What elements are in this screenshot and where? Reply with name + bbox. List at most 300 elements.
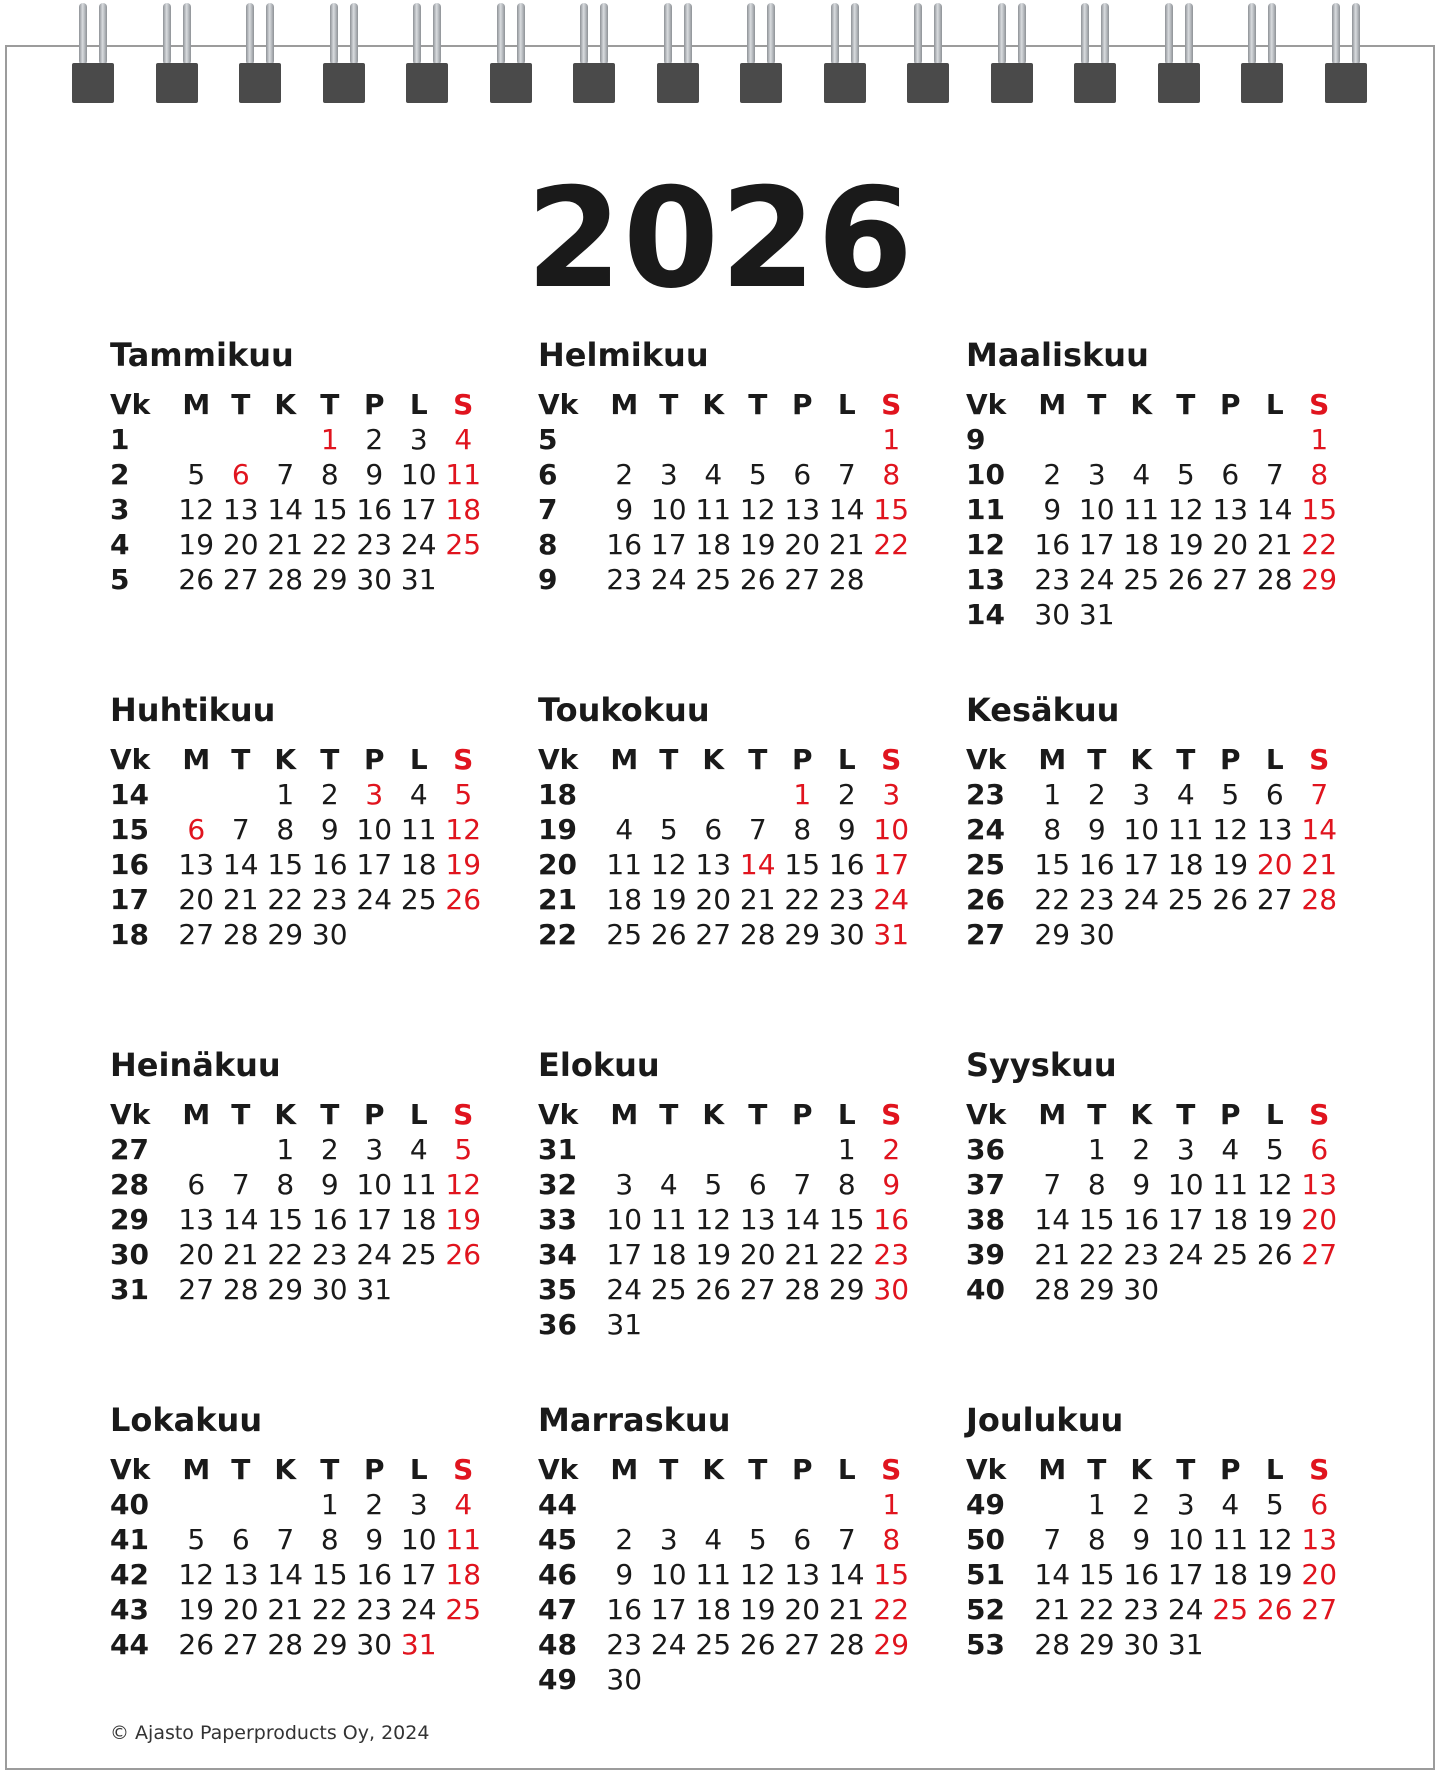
weekday-header: M [610, 743, 639, 776]
day-cell: 25 [400, 883, 437, 916]
empty-day-cell [691, 1307, 736, 1342]
day-cell: 29 [1078, 1628, 1115, 1661]
weekday-header: T [1087, 1098, 1107, 1131]
day-cell: 13 [784, 493, 821, 526]
empty-day-cell [397, 1272, 442, 1307]
binding-ring [156, 3, 198, 103]
empty-day-cell [1208, 422, 1253, 457]
week-number-header: Vk [538, 1453, 579, 1486]
binding-ring [573, 3, 615, 103]
day-cell: 18 [1212, 1558, 1249, 1591]
day-cell: 30 [311, 1273, 348, 1306]
empty-day-cell [1164, 917, 1209, 952]
day-cell: 8 [1087, 1523, 1106, 1556]
weekday-header: K [1130, 388, 1153, 421]
day-cell: 28 [1034, 1628, 1071, 1661]
week-number: 45 [538, 1523, 577, 1556]
day-cell: 14 [267, 493, 304, 526]
weekday-header: L [837, 1453, 856, 1486]
day-cell: 11 [1212, 1523, 1249, 1556]
week-number: 2 [110, 458, 130, 491]
day-cell: 26 [1256, 1238, 1293, 1271]
day-cell: 4 [704, 458, 723, 491]
week-number: 5 [538, 423, 558, 456]
empty-day-cell [869, 1307, 914, 1342]
day-cell: 23 [1123, 1593, 1160, 1626]
month-block [966, 690, 1338, 952]
day-cell: 30 [1123, 1273, 1160, 1306]
day-cell: 16 [356, 493, 393, 526]
empty-day-cell [647, 1662, 692, 1697]
day-cell: 8 [1087, 1168, 1106, 1201]
day-cell: 8 [837, 1168, 856, 1201]
day-cell: 2 [320, 778, 339, 811]
day-cell: 9 [365, 1523, 384, 1556]
week-number: 49 [966, 1488, 1005, 1521]
week-number: 20 [538, 848, 577, 881]
day-cell: 6 [1265, 778, 1284, 811]
day-cell: 2 [365, 423, 384, 456]
day-cell: 16 [356, 1558, 393, 1591]
weekday-header: T [320, 1453, 340, 1486]
week-number: 12 [966, 528, 1005, 561]
day-cell: 22 [1301, 528, 1338, 561]
day-cell: 7 [276, 458, 295, 491]
weekday-header: T [1176, 743, 1196, 776]
day-cell: 17 [1078, 528, 1115, 561]
day-cell: 12 [650, 848, 687, 881]
day-cell: 28 [828, 1628, 865, 1661]
weekday-header: T [1087, 1453, 1107, 1486]
day-cell: 7 [1265, 458, 1284, 491]
day-cell: 6 [1310, 1133, 1329, 1166]
empty-day-cell [647, 1487, 692, 1522]
weekday-header: T [320, 388, 340, 421]
week-number: 48 [538, 1628, 577, 1661]
day-cell: 9 [615, 1558, 634, 1591]
empty-day-cell [1253, 597, 1298, 632]
day-cell: 10 [650, 1558, 687, 1591]
week-number: 9 [538, 563, 558, 596]
day-cell: 21 [222, 1238, 259, 1271]
month-block [110, 690, 482, 952]
empty-day-cell [1030, 1132, 1075, 1167]
day-cell: 5 [1265, 1133, 1284, 1166]
weekday-header: K [1130, 1098, 1153, 1131]
empty-day-cell [1030, 1487, 1075, 1522]
week-number-header: Vk [110, 743, 151, 776]
empty-day-cell [736, 422, 781, 457]
day-cell: 15 [873, 1558, 910, 1591]
weekday-header: L [1265, 743, 1284, 776]
day-cell: 1 [1087, 1488, 1106, 1521]
day-cell: 2 [837, 778, 856, 811]
day-cell: 17 [650, 528, 687, 561]
day-cell: 12 [695, 1203, 732, 1236]
month-block [538, 1045, 910, 1342]
month-name: Joulukuu [966, 1401, 1124, 1439]
day-cell: 18 [445, 493, 482, 526]
day-cell: 11 [445, 458, 482, 491]
empty-day-cell [780, 1132, 825, 1167]
day-cell: 27 [1212, 563, 1249, 596]
day-cell: 6 [793, 458, 812, 491]
month-block [110, 1400, 482, 1662]
day-cell: 27 [178, 918, 215, 951]
day-cell: 17 [400, 493, 437, 526]
empty-day-cell [647, 1132, 692, 1167]
day-cell: 25 [695, 563, 732, 596]
day-cell: 8 [1043, 813, 1062, 846]
day-cell: 28 [222, 918, 259, 951]
empty-day-cell [691, 1662, 736, 1697]
day-cell: 24 [1078, 563, 1115, 596]
weekday-header: T [231, 388, 251, 421]
weekday-header: S [1309, 1098, 1330, 1131]
month-name: Huhtikuu [110, 691, 276, 729]
day-cell: 9 [615, 493, 634, 526]
day-cell: 7 [748, 813, 767, 846]
day-cell: 18 [606, 883, 643, 916]
empty-day-cell [1164, 597, 1209, 632]
day-cell: 16 [606, 528, 643, 561]
week-number: 22 [538, 918, 577, 951]
weekday-header: P [791, 743, 813, 776]
weekday-header: S [453, 388, 474, 421]
week-number: 27 [966, 918, 1005, 951]
weekday-header: M [1038, 388, 1067, 421]
day-cell: 1 [1043, 778, 1062, 811]
day-cell: 30 [606, 1663, 643, 1696]
day-cell: 10 [1167, 1523, 1204, 1556]
day-cell: 5 [1221, 778, 1240, 811]
empty-day-cell [869, 1662, 914, 1697]
day-cell: 21 [1301, 848, 1338, 881]
day-cell: 29 [1301, 563, 1338, 596]
weekday-header: L [409, 1453, 428, 1486]
day-cell: 14 [267, 1558, 304, 1591]
day-cell: 14 [1301, 813, 1338, 846]
day-cell: 21 [1034, 1593, 1071, 1626]
day-cell: 27 [178, 1273, 215, 1306]
day-cell: 24 [400, 1593, 437, 1626]
day-cell: 23 [606, 563, 643, 596]
week-number: 9 [966, 423, 986, 456]
day-cell: 20 [784, 1593, 821, 1626]
day-cell: 4 [659, 1168, 678, 1201]
empty-day-cell [219, 1132, 264, 1167]
day-cell: 3 [659, 458, 678, 491]
weekday-header: T [1087, 743, 1107, 776]
day-cell: 31 [1167, 1628, 1204, 1661]
day-cell: 10 [1123, 813, 1160, 846]
weekday-header: P [791, 1098, 813, 1131]
day-cell: 1 [882, 1488, 901, 1521]
day-cell: 2 [365, 1488, 384, 1521]
weekday-header: L [409, 1098, 428, 1131]
day-cell: 28 [1301, 883, 1338, 916]
binding-ring [1241, 3, 1283, 103]
month-block [966, 335, 1338, 632]
day-cell: 6 [748, 1168, 767, 1201]
week-number: 19 [538, 813, 577, 846]
week-number-header: Vk [110, 1098, 151, 1131]
day-cell: 18 [695, 1593, 732, 1626]
weekday-header: K [1130, 743, 1153, 776]
day-cell: 21 [267, 528, 304, 561]
day-cell: 28 [1034, 1273, 1071, 1306]
day-cell: 7 [231, 813, 250, 846]
day-cell: 30 [1034, 598, 1071, 631]
week-number-header: Vk [966, 743, 1007, 776]
day-cell: 2 [615, 1523, 634, 1556]
day-cell: 8 [320, 1523, 339, 1556]
day-cell: 10 [356, 1168, 393, 1201]
week-number: 40 [110, 1488, 149, 1521]
day-cell: 1 [793, 778, 812, 811]
week-number: 23 [966, 778, 1005, 811]
day-cell: 14 [739, 848, 776, 881]
week-number: 43 [110, 1593, 149, 1626]
day-cell: 13 [1301, 1168, 1338, 1201]
month-block [110, 1045, 482, 1307]
week-number: 38 [966, 1203, 1005, 1236]
month-name: Marraskuu [538, 1401, 731, 1439]
empty-day-cell [780, 1662, 825, 1697]
day-cell: 15 [828, 1203, 865, 1236]
day-cell: 3 [409, 423, 428, 456]
weekday-header: P [1219, 1453, 1241, 1486]
day-cell: 20 [178, 883, 215, 916]
day-cell: 12 [1256, 1523, 1293, 1556]
day-cell: 19 [178, 528, 215, 561]
binding-ring [907, 3, 949, 103]
day-cell: 5 [748, 458, 767, 491]
week-number-header: Vk [110, 1453, 151, 1486]
week-number: 41 [110, 1523, 149, 1556]
empty-day-cell [441, 562, 486, 597]
day-cell: 26 [695, 1273, 732, 1306]
week-number: 14 [110, 778, 149, 811]
day-cell: 22 [1034, 883, 1071, 916]
empty-day-cell [263, 1487, 308, 1522]
day-cell: 15 [873, 493, 910, 526]
week-number: 39 [966, 1238, 1005, 1271]
week-number-header: Vk [110, 388, 151, 421]
day-cell: 19 [1167, 528, 1204, 561]
week-number: 51 [966, 1558, 1005, 1591]
day-cell: 24 [1167, 1238, 1204, 1271]
day-cell: 10 [400, 458, 437, 491]
binding-ring [490, 3, 532, 103]
day-cell: 19 [739, 1593, 776, 1626]
week-number: 47 [538, 1593, 577, 1626]
day-cell: 20 [222, 1593, 259, 1626]
day-cell: 30 [356, 1628, 393, 1661]
day-cell: 26 [739, 563, 776, 596]
week-number: 13 [966, 563, 1005, 596]
day-cell: 17 [356, 1203, 393, 1236]
day-cell: 2 [1132, 1488, 1151, 1521]
weekday-header: M [1038, 743, 1067, 776]
day-cell: 29 [311, 1628, 348, 1661]
week-number: 21 [538, 883, 577, 916]
empty-day-cell [1119, 597, 1164, 632]
day-cell: 14 [222, 1203, 259, 1236]
empty-day-cell [647, 422, 692, 457]
day-cell: 22 [311, 1593, 348, 1626]
week-number: 44 [110, 1628, 149, 1661]
week-number: 33 [538, 1203, 577, 1236]
day-cell: 20 [1301, 1558, 1338, 1591]
weekday-header: P [363, 1453, 385, 1486]
empty-day-cell [736, 1132, 781, 1167]
day-cell: 8 [882, 458, 901, 491]
day-cell: 23 [356, 528, 393, 561]
weekday-header: T [231, 743, 251, 776]
weekday-header: T [1176, 1453, 1196, 1486]
day-cell: 29 [784, 918, 821, 951]
day-cell: 25 [400, 1238, 437, 1271]
week-number: 17 [110, 883, 149, 916]
week-number: 4 [110, 528, 130, 561]
day-cell: 13 [222, 1558, 259, 1591]
day-cell: 14 [1034, 1558, 1071, 1591]
weekday-header: T [1087, 388, 1107, 421]
day-cell: 8 [276, 1168, 295, 1201]
day-cell: 10 [356, 813, 393, 846]
day-cell: 19 [1256, 1203, 1293, 1236]
day-cell: 23 [311, 1238, 348, 1271]
week-number: 44 [538, 1488, 577, 1521]
day-cell: 27 [222, 563, 259, 596]
day-cell: 9 [1132, 1168, 1151, 1201]
day-cell: 6 [187, 813, 206, 846]
empty-day-cell [825, 1307, 870, 1342]
day-cell: 23 [1078, 883, 1115, 916]
day-cell: 15 [784, 848, 821, 881]
day-cell: 5 [1265, 1488, 1284, 1521]
empty-day-cell [174, 1132, 219, 1167]
day-cell: 13 [178, 1203, 215, 1236]
day-cell: 25 [1212, 1593, 1249, 1626]
day-cell: 31 [400, 1628, 437, 1661]
weekday-header: L [409, 388, 428, 421]
empty-day-cell [1297, 1272, 1342, 1307]
day-cell: 9 [365, 458, 384, 491]
day-cell: 22 [873, 528, 910, 561]
weekday-header: K [274, 388, 297, 421]
day-cell: 5 [187, 1523, 206, 1556]
empty-day-cell [602, 422, 647, 457]
day-cell: 3 [615, 1168, 634, 1201]
month-name: Syyskuu [966, 1046, 1117, 1084]
day-cell: 12 [739, 493, 776, 526]
day-cell: 30 [828, 918, 865, 951]
day-cell: 16 [1123, 1558, 1160, 1591]
month-name: Heinäkuu [110, 1046, 281, 1084]
empty-day-cell [1030, 422, 1075, 457]
day-cell: 5 [1176, 458, 1195, 491]
day-cell: 7 [231, 1168, 250, 1201]
empty-day-cell [441, 917, 486, 952]
day-cell: 30 [873, 1273, 910, 1306]
empty-day-cell [602, 1487, 647, 1522]
day-cell: 15 [1078, 1203, 1115, 1236]
day-cell: 9 [320, 813, 339, 846]
weekday-header: K [702, 1453, 725, 1486]
day-cell: 24 [356, 883, 393, 916]
day-cell: 25 [1212, 1238, 1249, 1271]
day-cell: 15 [1034, 848, 1071, 881]
day-cell: 1 [1087, 1133, 1106, 1166]
weekday-header: S [453, 1098, 474, 1131]
empty-day-cell [691, 777, 736, 812]
weekday-header: M [610, 1453, 639, 1486]
weekday-header: T [659, 388, 679, 421]
day-cell: 11 [695, 493, 732, 526]
empty-day-cell [1119, 422, 1164, 457]
empty-day-cell [691, 1132, 736, 1167]
empty-day-cell [352, 917, 397, 952]
weekday-header: L [837, 1098, 856, 1131]
weekday-header: M [182, 388, 211, 421]
day-cell: 21 [739, 883, 776, 916]
day-cell: 1 [276, 1133, 295, 1166]
week-number: 6 [538, 458, 558, 491]
day-cell: 18 [400, 1203, 437, 1236]
day-cell: 9 [1043, 493, 1062, 526]
month-block [538, 690, 910, 952]
day-cell: 29 [311, 563, 348, 596]
day-cell: 29 [1034, 918, 1071, 951]
empty-day-cell [1253, 1627, 1298, 1662]
day-cell: 31 [1078, 598, 1115, 631]
day-cell: 3 [1132, 778, 1151, 811]
week-number: 24 [966, 813, 1005, 846]
day-cell: 18 [1212, 1203, 1249, 1236]
day-cell: 11 [1212, 1168, 1249, 1201]
day-cell: 15 [1301, 493, 1338, 526]
day-cell: 25 [445, 528, 482, 561]
day-cell: 13 [222, 493, 259, 526]
day-cell: 23 [873, 1238, 910, 1271]
day-cell: 28 [1256, 563, 1293, 596]
day-cell: 12 [445, 813, 482, 846]
day-cell: 19 [739, 528, 776, 561]
day-cell: 27 [222, 1628, 259, 1661]
weekday-header: K [1130, 1453, 1153, 1486]
weekday-header: M [182, 1453, 211, 1486]
weekday-header: K [702, 388, 725, 421]
day-cell: 5 [187, 458, 206, 491]
weekday-header: K [702, 1098, 725, 1131]
day-cell: 27 [784, 563, 821, 596]
week-number-header: Vk [538, 1098, 579, 1131]
day-cell: 6 [231, 458, 250, 491]
week-number: 42 [110, 1558, 149, 1591]
empty-day-cell [1297, 1627, 1342, 1662]
weekday-header: M [610, 1098, 639, 1131]
day-cell: 13 [784, 1558, 821, 1591]
weekday-header: K [274, 1098, 297, 1131]
day-cell: 11 [400, 1168, 437, 1201]
day-cell: 8 [320, 458, 339, 491]
empty-day-cell [1297, 597, 1342, 632]
day-cell: 4 [1221, 1133, 1240, 1166]
weekday-header: K [702, 743, 725, 776]
day-cell: 1 [837, 1133, 856, 1166]
